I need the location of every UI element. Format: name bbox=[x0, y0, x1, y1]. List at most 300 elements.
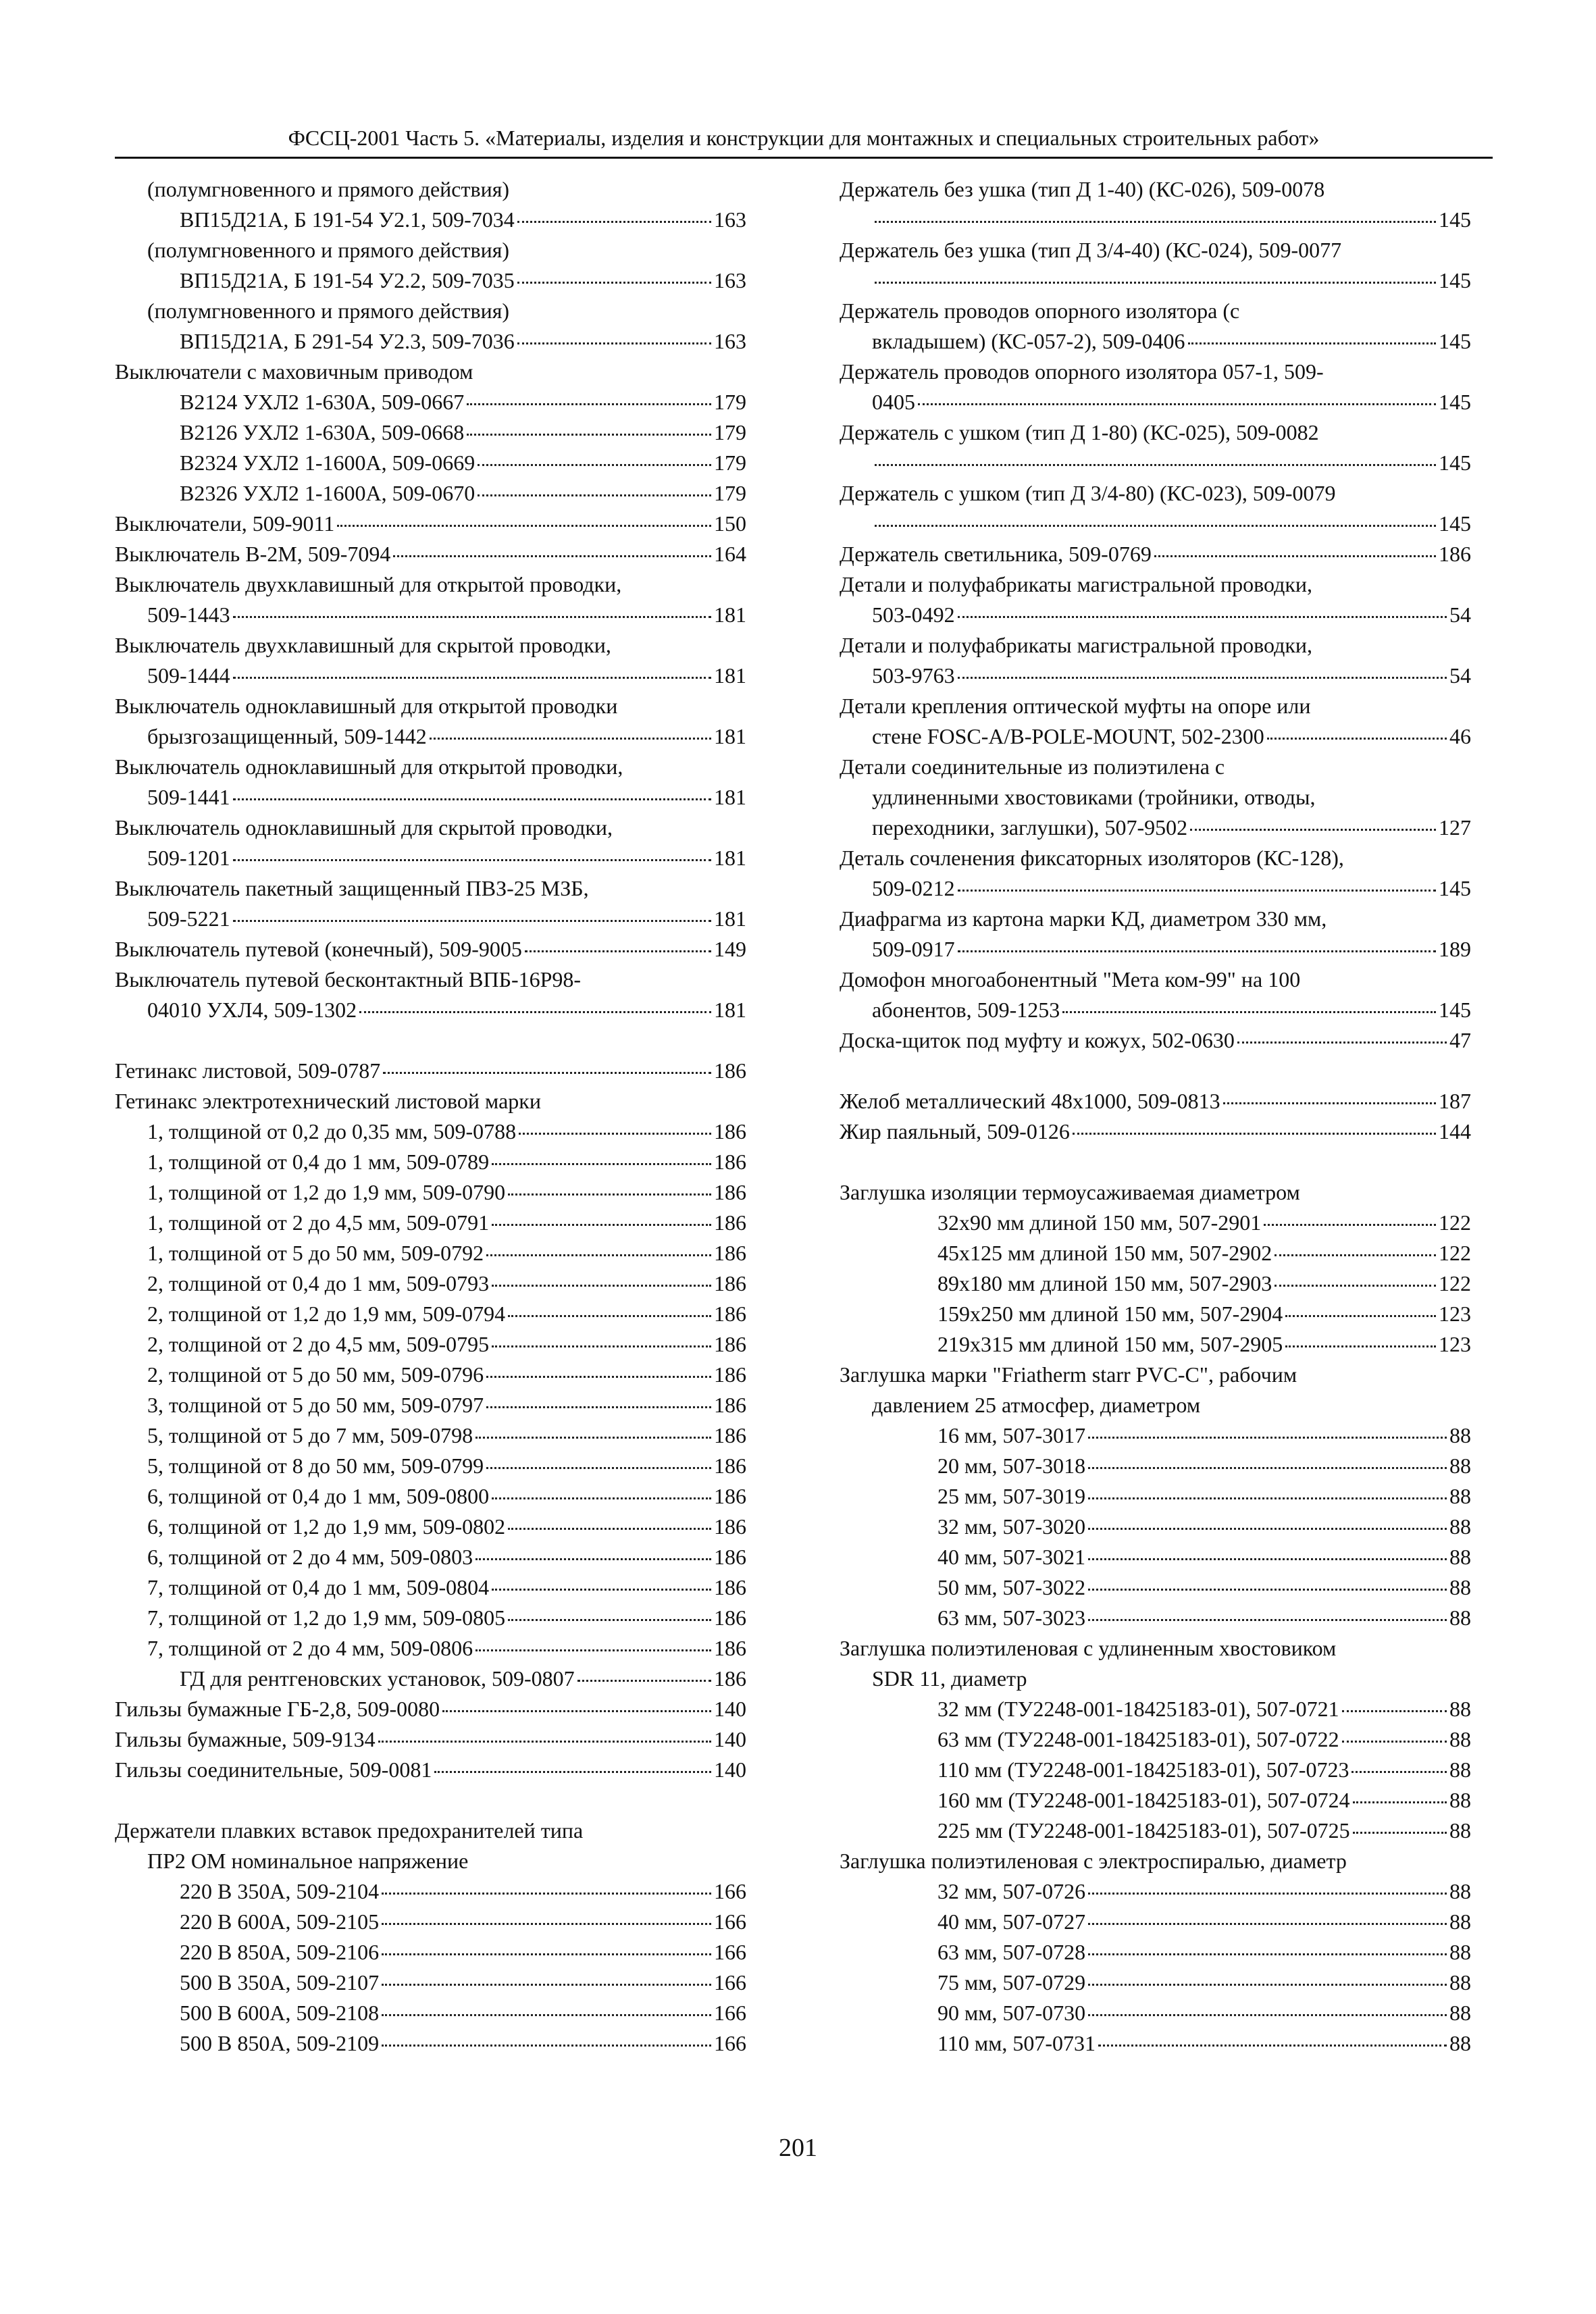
index-page-ref: 140 bbox=[714, 1727, 746, 1751]
index-page-ref: 166 bbox=[714, 1879, 746, 1903]
index-entry bbox=[840, 1968, 1471, 1998]
index-entry-line bbox=[840, 1876, 1471, 1907]
index-entry-line bbox=[840, 934, 1471, 965]
index-entry bbox=[840, 1694, 1471, 1724]
index-page-ref: 144 bbox=[1439, 1119, 1471, 1143]
index-entry-line bbox=[115, 1846, 746, 1876]
index-entry-line bbox=[115, 1907, 746, 1937]
dot-leader bbox=[525, 950, 711, 952]
index-entry-line bbox=[840, 843, 1471, 873]
index-entry-text: ГД для рентгеновских установок, 509-0807 bbox=[180, 1666, 575, 1691]
index-entry-text: 500 В 600А, 509-2108 bbox=[180, 2001, 380, 2025]
index-page-ref: 166 bbox=[714, 1970, 746, 1995]
index-entry bbox=[115, 509, 746, 539]
index-entry-text: 20 мм, 507-3018 bbox=[937, 1454, 1086, 1478]
index-entry-line bbox=[115, 782, 746, 813]
index-entry-line bbox=[115, 721, 746, 752]
index-page-ref: 88 bbox=[1449, 1484, 1471, 1508]
index-entry-text: 6, толщиной от 2 до 4 мм, 509-0803 bbox=[147, 1545, 473, 1569]
index-entry-line bbox=[840, 1755, 1471, 1785]
index-page-ref: 88 bbox=[1449, 1879, 1471, 1903]
index-entry-text: Держатель с ушком (тип Д 1-80) (КС-025), 509-0082 bbox=[840, 420, 1319, 444]
index-entry-text: 5, толщиной от 5 до 7 мм, 509-0798 bbox=[147, 1423, 473, 1447]
dot-leader bbox=[875, 525, 1436, 527]
index-entry-text: 89х180 мм длиной 150 мм, 507-2903 bbox=[937, 1271, 1272, 1295]
index-entry bbox=[115, 296, 746, 326]
index-entry-text: 503-9763 bbox=[872, 663, 955, 688]
index-entry-text: Держатели плавких вставок предохранителей типа bbox=[115, 1818, 584, 1843]
index-entry bbox=[115, 205, 746, 235]
index-entry bbox=[115, 478, 746, 509]
index-entry-line bbox=[840, 1512, 1471, 1542]
index-entry-text: 32 мм (ТУ2248-001-18425183-01), 507-0721 bbox=[937, 1697, 1339, 1721]
index-entry-line bbox=[840, 205, 1471, 235]
index-entry-line bbox=[840, 691, 1471, 721]
index-column-right bbox=[840, 174, 1471, 2059]
index-page-ref: 186 bbox=[714, 1210, 746, 1235]
index-entry-line bbox=[115, 265, 746, 296]
index-entry bbox=[840, 1329, 1471, 1360]
index-entry-text: ВП15Д21А, Б 291-54 У2.3, 509-7036 bbox=[180, 329, 515, 353]
dot-leader bbox=[233, 859, 711, 861]
dot-leader bbox=[1073, 1133, 1436, 1135]
index-entry-text: 04010 УХЛ4, 509-1302 bbox=[147, 998, 357, 1022]
index-page-ref: 149 bbox=[714, 937, 746, 961]
index-page-ref: 166 bbox=[714, 1909, 746, 1934]
index-entry-text: Держатель без ушка (тип Д 3/4-40) (КС-024), 509-0077 bbox=[840, 238, 1342, 262]
index-entry-text: 6, толщиной от 0,4 до 1 мм, 509-0800 bbox=[147, 1484, 490, 1508]
index-entry-line bbox=[840, 539, 1471, 569]
index-entry-line bbox=[840, 873, 1471, 904]
index-entry bbox=[115, 1481, 746, 1512]
running-header: ФССЦ-2001 Часть 5. «Материалы, изделия и конструкции для монтажных и специальных строительных работ» bbox=[288, 126, 1320, 150]
index-page-ref: 88 bbox=[1449, 1423, 1471, 1447]
index-entry-text: брызгозащищенный, 509-1442 bbox=[147, 724, 427, 748]
index-entry-text: Гильзы бумажные, 509-9134 bbox=[115, 1727, 376, 1751]
index-entry-line bbox=[840, 1208, 1471, 1238]
index-entry-text: 509-1441 bbox=[147, 785, 230, 809]
dot-leader bbox=[958, 950, 1436, 952]
index-page-ref: 186 bbox=[714, 1514, 746, 1539]
dot-leader bbox=[1154, 555, 1436, 557]
index-entry-text: 63 мм, 507-0728 bbox=[937, 1940, 1086, 1964]
index-entry bbox=[115, 1876, 746, 1907]
dot-leader bbox=[382, 1953, 711, 1955]
index-entry bbox=[115, 873, 746, 934]
index-page-ref: 88 bbox=[1449, 1545, 1471, 1569]
index-entry-text: Выключатель путевой бесконтактный ВПБ-16Р98- bbox=[115, 967, 582, 992]
section-gap bbox=[840, 1056, 1471, 1086]
index-entry-line bbox=[840, 2028, 1471, 2059]
index-page-ref: 179 bbox=[714, 481, 746, 505]
dot-leader bbox=[517, 282, 711, 284]
index-page-ref: 186 bbox=[714, 1058, 746, 1083]
index-entry-line bbox=[840, 1572, 1471, 1603]
section-gap bbox=[115, 1785, 746, 1816]
index-entry-line bbox=[840, 1968, 1471, 1998]
index-entry bbox=[115, 1907, 746, 1937]
dot-leader bbox=[1098, 2045, 1447, 2047]
index-entry-line bbox=[115, 843, 746, 873]
index-entry-text: В2326 УХЛ2 1-1600А, 509-0670 bbox=[180, 481, 475, 505]
index-page-ref: 88 bbox=[1449, 1940, 1471, 1964]
dot-leader bbox=[1285, 1315, 1436, 1317]
index-entry-text: вкладышем) (КС-057-2), 509-0406 bbox=[872, 329, 1185, 353]
index-entry-line bbox=[115, 752, 746, 782]
index-entry bbox=[840, 1360, 1471, 1390]
dot-leader bbox=[875, 464, 1436, 466]
index-entry bbox=[115, 630, 746, 691]
dot-leader bbox=[1088, 1984, 1447, 1986]
index-entry bbox=[115, 1451, 746, 1481]
index-entry bbox=[840, 1816, 1471, 1846]
index-entry-line bbox=[840, 965, 1471, 995]
index-entry-line bbox=[115, 873, 746, 904]
index-entry bbox=[115, 691, 746, 752]
index-entry-text: 1, толщиной от 2 до 4,5 мм, 509-0791 bbox=[147, 1210, 490, 1235]
index-entry bbox=[840, 2028, 1471, 2059]
index-entry bbox=[840, 1025, 1471, 1056]
index-entry bbox=[840, 1481, 1471, 1512]
index-entry-line bbox=[115, 1238, 746, 1268]
index-entry-line bbox=[840, 569, 1471, 600]
index-entry-text: 509-1444 bbox=[147, 663, 230, 688]
index-entry-line bbox=[840, 417, 1471, 448]
index-page-ref: 186 bbox=[714, 1666, 746, 1691]
index-entry-line bbox=[115, 630, 746, 661]
index-entry-text: Выключатель двухклавишный для открытой проводки, bbox=[115, 572, 622, 596]
index-entry-line bbox=[115, 1299, 746, 1329]
index-entry-text: Заглушка полиэтиленовая с удлиненным хвостовиком bbox=[840, 1636, 1337, 1660]
index-page-ref: 122 bbox=[1439, 1241, 1471, 1265]
index-entry-line bbox=[840, 1816, 1471, 1846]
index-entry-text: Диафрагма из картона марки КД, диаметром 330 мм, bbox=[840, 906, 1327, 931]
dot-leader bbox=[1352, 1771, 1447, 1773]
index-entry-text: Держатель проводов опорного изолятора 057-1, 509- bbox=[840, 359, 1324, 384]
index-page-ref: 164 bbox=[714, 542, 746, 566]
index-entry bbox=[115, 1633, 746, 1664]
index-page-ref: 186 bbox=[714, 1605, 746, 1630]
index-entry-line bbox=[840, 235, 1471, 265]
index-entry-line bbox=[115, 1512, 746, 1542]
index-entry-line bbox=[840, 1542, 1471, 1572]
index-page-ref: 186 bbox=[714, 1393, 746, 1417]
index-page-ref: 186 bbox=[714, 1423, 746, 1447]
index-entry-line bbox=[840, 721, 1471, 752]
index-entry bbox=[115, 539, 746, 569]
dot-leader bbox=[382, 2045, 711, 2047]
index-page-ref: 179 bbox=[714, 420, 746, 444]
index-entry-text: 25 мм, 507-3019 bbox=[937, 1484, 1086, 1508]
index-entry bbox=[115, 1512, 746, 1542]
index-entry-text: 7, толщиной от 1,2 до 1,9 мм, 509-0805 bbox=[147, 1605, 506, 1630]
index-entry-line bbox=[840, 1907, 1471, 1937]
index-page-ref: 163 bbox=[714, 268, 746, 292]
index-entry bbox=[840, 1512, 1471, 1542]
index-entry-line bbox=[840, 813, 1471, 843]
index-entry-text: 1, толщиной от 1,2 до 1,9 мм, 509-0790 bbox=[147, 1180, 506, 1204]
index-page-ref: 145 bbox=[1439, 998, 1471, 1022]
index-entry-line bbox=[115, 1056, 746, 1086]
index-entry-text: удлиненными хвостовиками (тройники, отводы, bbox=[872, 785, 1316, 809]
dot-leader bbox=[475, 1437, 711, 1439]
index-entry-text: Заглушка изоляции термоусаживаемая диаметром bbox=[840, 1180, 1300, 1204]
index-page-ref: 166 bbox=[714, 2031, 746, 2055]
dot-leader bbox=[519, 1133, 711, 1135]
index-page-ref: 186 bbox=[714, 1362, 746, 1387]
index-page-ref: 123 bbox=[1439, 1302, 1471, 1326]
index-entry bbox=[115, 1390, 746, 1420]
index-entry bbox=[115, 326, 746, 357]
index-entry-line bbox=[115, 174, 746, 205]
index-page-ref: 186 bbox=[714, 1484, 746, 1508]
index-entry-line bbox=[840, 1086, 1471, 1116]
dot-leader bbox=[1088, 1558, 1447, 1560]
index-entry-text: 220 В 350А, 509-2104 bbox=[180, 1879, 380, 1903]
index-entry-line bbox=[840, 661, 1471, 691]
index-entry bbox=[840, 539, 1471, 569]
index-entry-line bbox=[115, 1755, 746, 1785]
index-entry-text: Желоб металлический 48х1000, 509-0813 bbox=[840, 1089, 1220, 1113]
index-entry-text: 7, толщиной от 0,4 до 1 мм, 509-0804 bbox=[147, 1575, 490, 1599]
index-entry bbox=[115, 1664, 746, 1694]
index-entry-line bbox=[840, 1664, 1471, 1694]
index-page-ref: 186 bbox=[714, 1180, 746, 1204]
index-page-ref: 186 bbox=[714, 1119, 746, 1143]
index-page-ref: 189 bbox=[1439, 937, 1471, 961]
index-entry-line bbox=[115, 934, 746, 965]
index-entry-line bbox=[115, 235, 746, 265]
dot-leader bbox=[1088, 1893, 1447, 1895]
index-entry-line bbox=[115, 1724, 746, 1755]
index-entry bbox=[840, 235, 1471, 296]
dot-leader bbox=[478, 494, 711, 496]
index-entry-line bbox=[840, 174, 1471, 205]
dot-leader bbox=[577, 1680, 711, 1682]
index-entry-text: Гетинакс листовой, 509-0787 bbox=[115, 1058, 381, 1083]
dot-leader bbox=[1088, 1953, 1447, 1955]
index-entry-text: 509-1201 bbox=[147, 846, 230, 870]
index-entry-text: 2, толщиной от 5 до 50 мм, 509-0796 bbox=[147, 1362, 484, 1387]
index-entry-line bbox=[115, 1664, 746, 1694]
dot-leader bbox=[1264, 1224, 1436, 1226]
index-page-ref: 186 bbox=[714, 1332, 746, 1356]
index-entry-line bbox=[840, 1785, 1471, 1816]
index-entry bbox=[840, 1299, 1471, 1329]
dot-leader bbox=[492, 1285, 711, 1287]
dot-leader bbox=[382, 1984, 711, 1986]
index-entry-line bbox=[115, 1998, 746, 2028]
index-entry bbox=[840, 296, 1471, 357]
index-entry-line bbox=[115, 1937, 746, 1968]
index-entry-line bbox=[115, 1420, 746, 1451]
index-entry-text: ПР2 ОМ номинальное напряжение bbox=[147, 1849, 469, 1873]
index-entry-line bbox=[840, 265, 1471, 296]
index-entry bbox=[115, 1937, 746, 1968]
index-entry bbox=[840, 1603, 1471, 1633]
dot-leader bbox=[233, 920, 711, 922]
index-entry-line bbox=[840, 357, 1471, 387]
index-entry-line bbox=[115, 1268, 746, 1299]
index-entry-line bbox=[840, 1025, 1471, 1056]
index-page-ref: 186 bbox=[714, 1575, 746, 1599]
index-entry-line bbox=[115, 1542, 746, 1572]
index-entry-line bbox=[115, 600, 746, 630]
dot-leader bbox=[958, 890, 1436, 892]
index-entry-line bbox=[840, 1451, 1471, 1481]
index-page-ref: 127 bbox=[1439, 815, 1471, 840]
index-entry bbox=[115, 569, 746, 630]
index-entry bbox=[840, 357, 1471, 417]
index-entry-text: 1, толщиной от 0,2 до 0,35 мм, 509-0788 bbox=[147, 1119, 517, 1143]
index-entry bbox=[840, 1724, 1471, 1755]
index-page-ref: 179 bbox=[714, 390, 746, 414]
index-entry-line bbox=[115, 1633, 746, 1664]
dot-leader bbox=[359, 1011, 711, 1013]
index-entry-text: 32 мм, 507-0726 bbox=[937, 1879, 1086, 1903]
index-entry bbox=[115, 1816, 746, 1846]
index-page-ref: 186 bbox=[714, 1454, 746, 1478]
dot-leader bbox=[382, 1923, 711, 1925]
index-entry-text: Доска-щиток под муфту и кожух, 502-0630 bbox=[840, 1028, 1235, 1052]
dot-leader bbox=[517, 221, 711, 223]
dot-leader bbox=[1088, 1497, 1447, 1499]
dot-leader bbox=[958, 677, 1447, 679]
dot-leader bbox=[1088, 1528, 1447, 1530]
index-entry bbox=[840, 1451, 1471, 1481]
index-entry-line bbox=[115, 904, 746, 934]
dot-leader bbox=[1275, 1254, 1436, 1256]
index-entry-line bbox=[115, 1603, 746, 1633]
index-entry-line bbox=[115, 1816, 746, 1846]
index-entry-text: 32 мм, 507-3020 bbox=[937, 1514, 1086, 1539]
index-entry-line bbox=[115, 661, 746, 691]
index-page-ref: 163 bbox=[714, 329, 746, 353]
index-page-ref: 88 bbox=[1449, 1788, 1471, 1812]
index-page-ref: 186 bbox=[714, 1636, 746, 1660]
dot-leader bbox=[1088, 2014, 1447, 2016]
index-entry-text: 0405 bbox=[872, 390, 915, 414]
index-entry bbox=[840, 1664, 1471, 1694]
index-entry-line bbox=[840, 904, 1471, 934]
index-entry-line bbox=[115, 1876, 746, 1907]
index-page-ref: 181 bbox=[714, 602, 746, 627]
index-entry-text: В2324 УХЛ2 1-1600А, 509-0669 bbox=[180, 451, 475, 475]
dot-leader bbox=[1237, 1042, 1447, 1044]
dot-leader bbox=[1088, 1923, 1447, 1925]
index-entry-text: 110 мм, 507-0731 bbox=[937, 2031, 1096, 2055]
index-page-ref: 88 bbox=[1449, 1697, 1471, 1721]
dot-leader bbox=[442, 1710, 711, 1712]
index-page-ref: 145 bbox=[1439, 268, 1471, 292]
index-entry-text: давлением 25 атмосфер, диаметром bbox=[872, 1393, 1201, 1417]
index-page-ref: 163 bbox=[714, 207, 746, 232]
index-page-ref: 88 bbox=[1449, 1514, 1471, 1539]
index-page-ref: 88 bbox=[1449, 2001, 1471, 2025]
index-entry bbox=[115, 1238, 746, 1268]
index-entry bbox=[840, 417, 1471, 478]
index-entry-line bbox=[115, 1208, 746, 1238]
index-entry-line bbox=[115, 965, 746, 995]
index-entry bbox=[115, 1086, 746, 1116]
index-entry-text: 219х315 мм длиной 150 мм, 507-2905 bbox=[937, 1332, 1283, 1356]
dot-leader bbox=[1267, 738, 1447, 740]
index-entry-line bbox=[840, 752, 1471, 782]
index-entry-text: Держатель с ушком (тип Д 3/4-80) (КС-023), 509-0079 bbox=[840, 481, 1336, 505]
dot-leader bbox=[393, 555, 711, 557]
index-entry bbox=[840, 1633, 1471, 1664]
index-entry-line bbox=[115, 1147, 746, 1177]
index-entry bbox=[115, 1542, 746, 1572]
index-entry-line bbox=[840, 1481, 1471, 1512]
index-entry bbox=[840, 174, 1471, 235]
index-entry-line bbox=[115, 509, 746, 539]
index-entry bbox=[115, 965, 746, 1025]
index-entry-line bbox=[115, 1360, 746, 1390]
index-entry bbox=[840, 1846, 1471, 1876]
index-page-ref: 88 bbox=[1449, 1575, 1471, 1599]
dot-leader bbox=[875, 282, 1436, 284]
dot-leader bbox=[467, 403, 711, 405]
index-entry-text: 2, толщиной от 0,4 до 1 мм, 509-0793 bbox=[147, 1271, 490, 1295]
index-entry bbox=[840, 1208, 1471, 1238]
index-entry bbox=[840, 691, 1471, 752]
index-entry-text: 500 В 850А, 509-2109 bbox=[180, 2031, 380, 2055]
index-entry-text: 509-0917 bbox=[872, 937, 955, 961]
index-entry-line bbox=[840, 600, 1471, 630]
index-entry bbox=[115, 1147, 746, 1177]
dot-leader bbox=[1088, 1467, 1447, 1469]
index-page-ref: 150 bbox=[714, 511, 746, 536]
index-page-ref: 88 bbox=[1449, 1818, 1471, 1843]
index-entry-line bbox=[840, 995, 1471, 1025]
dot-leader bbox=[492, 1345, 711, 1347]
index-page-ref: 187 bbox=[1439, 1089, 1471, 1113]
index-page-ref: 186 bbox=[714, 1302, 746, 1326]
dot-leader bbox=[1088, 1589, 1447, 1591]
dot-leader bbox=[508, 1528, 711, 1530]
dot-leader bbox=[475, 1558, 711, 1560]
index-entry bbox=[115, 235, 746, 265]
index-entry-line bbox=[840, 1238, 1471, 1268]
dot-leader bbox=[1223, 1102, 1436, 1104]
section-gap bbox=[840, 1147, 1471, 1177]
dot-leader bbox=[1088, 1619, 1447, 1621]
dot-leader bbox=[378, 1741, 711, 1743]
index-entry bbox=[840, 1937, 1471, 1968]
index-page-ref: 186 bbox=[1439, 542, 1471, 566]
index-page-ref: 179 bbox=[714, 451, 746, 475]
index-entry-text: 509-1443 bbox=[147, 602, 230, 627]
index-entry-line bbox=[840, 296, 1471, 326]
index-entry bbox=[840, 569, 1471, 630]
index-entry-line bbox=[115, 1481, 746, 1512]
index-entry-text: Детали и полуфабрикаты магистральной проводки, bbox=[840, 633, 1313, 657]
index-page-ref: 145 bbox=[1439, 876, 1471, 900]
index-entry-text: Выключатели с маховичным приводом bbox=[115, 359, 473, 384]
dot-leader bbox=[1342, 1710, 1447, 1712]
index-entry-text: 225 мм (ТУ2248-001-18425183-01), 507-0725 bbox=[937, 1818, 1350, 1843]
index-entry-text: Заглушка полиэтиленовая с электроспиралью, диаметр bbox=[840, 1849, 1347, 1873]
index-entry-line bbox=[840, 1116, 1471, 1147]
index-entry-line bbox=[840, 782, 1471, 813]
index-entry-line bbox=[840, 1694, 1471, 1724]
index-entry-text: Выключатель одноклавишный для открытой проводки, bbox=[115, 754, 623, 779]
index-entry-line bbox=[840, 478, 1471, 509]
index-entry bbox=[840, 1268, 1471, 1299]
index-entry-line bbox=[115, 1968, 746, 1998]
index-entry bbox=[840, 1785, 1471, 1816]
